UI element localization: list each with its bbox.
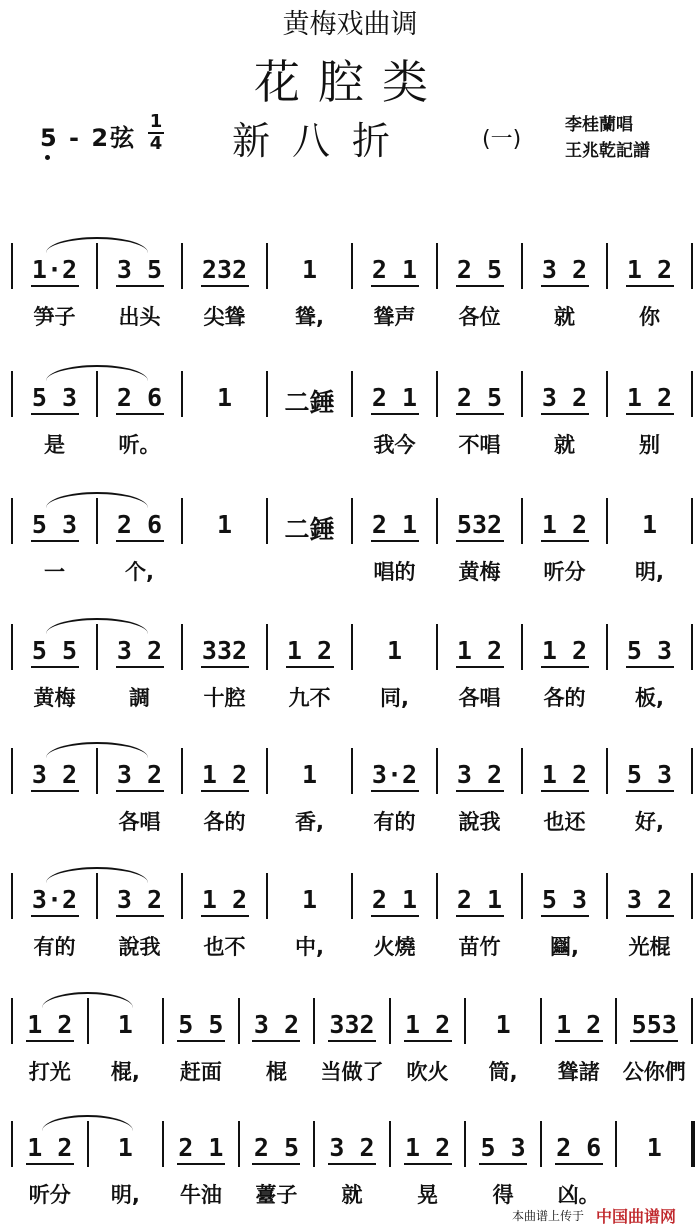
slur bbox=[46, 492, 148, 508]
note-group: 1 2 bbox=[27, 1010, 73, 1039]
note-underline bbox=[252, 1163, 300, 1165]
note-group: 2 5 bbox=[456, 383, 503, 412]
lyric: 明, bbox=[110, 1183, 140, 1207]
note-group: 3 2 bbox=[253, 1010, 300, 1039]
note-group: 2 1 bbox=[178, 1133, 224, 1162]
note-underline bbox=[541, 790, 589, 792]
lyric: 也还 bbox=[543, 810, 586, 834]
note-group: 232 bbox=[201, 255, 248, 284]
bar-line bbox=[436, 243, 438, 289]
bar-line bbox=[691, 748, 693, 794]
note-underline bbox=[456, 790, 504, 792]
note-group: 5 3 bbox=[480, 1133, 526, 1162]
slur bbox=[46, 867, 148, 883]
lyric: 晃 bbox=[417, 1183, 439, 1207]
lyric: 就 bbox=[554, 305, 575, 329]
lyric: 黄梅 bbox=[33, 686, 76, 710]
lyric: 公你們 bbox=[622, 1060, 686, 1084]
note-group: 2 6 bbox=[116, 510, 163, 539]
bar-line bbox=[181, 748, 183, 794]
bar-line bbox=[521, 371, 523, 417]
note-group: 1 bbox=[216, 510, 233, 539]
note-underline bbox=[630, 1040, 678, 1042]
header-top-title: 黄梅戏曲调 bbox=[282, 9, 418, 40]
note-underline bbox=[371, 413, 419, 415]
bar-line bbox=[351, 371, 353, 417]
note-underline bbox=[456, 666, 504, 668]
lyric: 不唱 bbox=[458, 433, 501, 457]
lyric: 棍, bbox=[110, 1060, 140, 1084]
lyric: 火燒 bbox=[373, 935, 416, 959]
note-group: 二錘 bbox=[284, 388, 335, 417]
bar-line bbox=[691, 498, 693, 544]
note-underline bbox=[328, 1040, 376, 1042]
note-group: 1 2 bbox=[456, 636, 503, 665]
bar-line bbox=[266, 498, 268, 544]
bar-line bbox=[436, 873, 438, 919]
note-group: 2 5 bbox=[456, 255, 503, 284]
note-underline bbox=[201, 666, 249, 668]
note-underline bbox=[116, 790, 164, 792]
bar-line bbox=[181, 624, 183, 670]
note-group: 3 2 bbox=[541, 383, 588, 412]
lyric: 牛油 bbox=[179, 1183, 222, 1207]
time-numerator: 1 bbox=[149, 111, 163, 132]
note-group: 1 bbox=[216, 383, 233, 412]
bar-line bbox=[436, 624, 438, 670]
lyric: 同, bbox=[380, 686, 409, 710]
lyric: 尖聳 bbox=[203, 305, 246, 329]
note-group: 1 2 bbox=[626, 255, 673, 284]
note-group: 1 bbox=[301, 885, 318, 914]
bar-line bbox=[606, 748, 608, 794]
note-underline bbox=[626, 666, 674, 668]
lyric: 板, bbox=[635, 686, 664, 710]
lyric: 黄梅 bbox=[458, 560, 501, 584]
bar-line bbox=[266, 624, 268, 670]
note-group: 2 5 bbox=[253, 1133, 300, 1162]
bar-line bbox=[11, 873, 13, 919]
bar-line bbox=[266, 243, 268, 289]
lyric: 十腔 bbox=[203, 686, 246, 710]
note-underline bbox=[404, 1040, 452, 1042]
note-underline bbox=[31, 413, 79, 415]
note-underline bbox=[456, 285, 504, 287]
key-signature: 5 - 2弦 bbox=[40, 124, 137, 152]
note-underline bbox=[328, 1163, 376, 1165]
credit-singer: 李桂蘭唱 bbox=[565, 115, 633, 135]
note-underline bbox=[555, 1040, 603, 1042]
lyric: 吹火 bbox=[406, 1060, 449, 1084]
lyric: 說我 bbox=[118, 935, 161, 959]
bar-line bbox=[313, 998, 315, 1044]
note-group: 2 6 bbox=[116, 383, 163, 412]
lyric: 是 bbox=[44, 433, 65, 457]
bar-line bbox=[521, 748, 523, 794]
bar-line bbox=[606, 624, 608, 670]
lyric: 就 bbox=[554, 433, 575, 457]
note-group: 5 3 bbox=[626, 636, 673, 665]
lyric: 香, bbox=[295, 810, 324, 834]
note-group: 5 3 bbox=[626, 760, 673, 789]
lyric: 中, bbox=[295, 935, 324, 959]
note-group: 1 bbox=[301, 255, 318, 284]
note-group: 532 bbox=[456, 510, 503, 539]
lyric: 一 bbox=[44, 560, 65, 584]
lyric: 得 bbox=[492, 1183, 514, 1207]
note-group: 3·2 bbox=[31, 885, 78, 914]
note-underline bbox=[177, 1163, 225, 1165]
lyric: 我今 bbox=[373, 433, 416, 457]
note-underline bbox=[26, 1163, 74, 1165]
note-underline bbox=[456, 915, 504, 917]
bar-line bbox=[606, 243, 608, 289]
note-group: 3 2 bbox=[456, 760, 503, 789]
lyric: 明, bbox=[635, 560, 664, 584]
lyric: 有的 bbox=[373, 810, 416, 834]
bar-line bbox=[238, 998, 240, 1044]
lyric: 凶。 bbox=[557, 1183, 600, 1207]
lyric: 赶面 bbox=[179, 1060, 222, 1084]
note-group: 1 2 bbox=[404, 1133, 451, 1162]
bar-line bbox=[162, 998, 164, 1044]
note-underline bbox=[404, 1163, 452, 1165]
bar-line bbox=[464, 1121, 466, 1167]
note-group: 1 2 bbox=[556, 1010, 602, 1039]
lyric: 各唱 bbox=[118, 810, 161, 834]
bar-line bbox=[436, 498, 438, 544]
note-underline bbox=[456, 540, 504, 542]
slur bbox=[42, 992, 133, 1008]
lyric: 各位 bbox=[458, 305, 501, 329]
note-group: 1 2 bbox=[541, 510, 588, 539]
lyric: 听分 bbox=[543, 560, 586, 584]
bar-line bbox=[389, 998, 391, 1044]
lyric: 圝, bbox=[550, 935, 579, 959]
note-underline bbox=[286, 666, 334, 668]
lyric: 棍 bbox=[265, 1060, 287, 1084]
lyric: 好, bbox=[635, 810, 664, 834]
note-group: 1 bbox=[495, 1010, 511, 1039]
note-group: 1 2 bbox=[404, 1010, 451, 1039]
bar-line bbox=[351, 243, 353, 289]
note-group: 2 1 bbox=[456, 885, 503, 914]
bar-line bbox=[464, 998, 466, 1044]
note-group: 1·2 bbox=[31, 255, 78, 284]
bar-line bbox=[691, 873, 693, 919]
note-group: 332 bbox=[329, 1010, 375, 1039]
bar-line bbox=[606, 498, 608, 544]
note-group: 5 3 bbox=[31, 510, 78, 539]
lyric: 个, bbox=[125, 560, 154, 584]
credit-recorder: 王兆乾記譜 bbox=[565, 141, 650, 161]
note-underline bbox=[26, 1040, 74, 1042]
lyric: 听。 bbox=[118, 433, 161, 457]
lyric: 有的 bbox=[33, 935, 76, 959]
bar-line bbox=[691, 998, 693, 1044]
note-underline bbox=[456, 413, 504, 415]
note-group: 3 2 bbox=[31, 760, 78, 789]
note-group: 1 2 bbox=[541, 636, 588, 665]
bar-line bbox=[436, 371, 438, 417]
bar-line bbox=[606, 371, 608, 417]
lyric: 就 bbox=[341, 1183, 363, 1207]
bar-line bbox=[266, 873, 268, 919]
lyric: 别 bbox=[639, 433, 660, 457]
note-underline bbox=[555, 1163, 603, 1165]
note-underline bbox=[541, 666, 589, 668]
slur bbox=[46, 237, 148, 253]
note-group: 3 2 bbox=[116, 885, 163, 914]
note-group: 3 2 bbox=[329, 1133, 375, 1162]
lyric: 笋子 bbox=[33, 305, 76, 329]
note-underline bbox=[116, 915, 164, 917]
note-group: 5 5 bbox=[31, 636, 78, 665]
note-group: 2 1 bbox=[371, 885, 418, 914]
note-group: 1 2 bbox=[201, 760, 248, 789]
note-group: 1 bbox=[641, 510, 658, 539]
bar-line bbox=[181, 498, 183, 544]
lyric: 听分 bbox=[28, 1183, 71, 1207]
lyric: 也不 bbox=[203, 935, 246, 959]
note-group: 3·2 bbox=[371, 760, 418, 789]
note-underline bbox=[116, 285, 164, 287]
note-group: 1 bbox=[386, 636, 403, 665]
note-underline bbox=[626, 790, 674, 792]
bar-line bbox=[521, 498, 523, 544]
bar-line bbox=[606, 873, 608, 919]
note-underline bbox=[252, 1040, 300, 1042]
lyric: 說我 bbox=[458, 810, 501, 834]
note-underline bbox=[201, 790, 249, 792]
bar-line bbox=[11, 998, 13, 1044]
bar-line bbox=[181, 873, 183, 919]
bar-line bbox=[351, 498, 353, 544]
note-group: 1 bbox=[117, 1133, 133, 1162]
note-underline bbox=[31, 540, 79, 542]
bar-line bbox=[11, 748, 13, 794]
bar-line bbox=[521, 873, 523, 919]
bar-line bbox=[162, 1121, 164, 1167]
note-group: 1 bbox=[117, 1010, 133, 1039]
note-underline bbox=[541, 540, 589, 542]
lyric: 苗竹 bbox=[458, 935, 501, 959]
lyric: 光棍 bbox=[628, 935, 671, 959]
lyric: 唱的 bbox=[373, 560, 416, 584]
time-signature bbox=[148, 112, 164, 154]
bar-line bbox=[540, 998, 542, 1044]
note-group: 3 5 bbox=[116, 255, 163, 284]
slur bbox=[46, 365, 148, 381]
slur bbox=[46, 742, 148, 758]
bar-line bbox=[11, 624, 13, 670]
note-underline bbox=[371, 540, 419, 542]
note-underline bbox=[116, 540, 164, 542]
note-group: 332 bbox=[201, 636, 248, 665]
watermark-text: 本曲谱上传于 bbox=[512, 1209, 585, 1223]
bar-line bbox=[521, 624, 523, 670]
note-group: 1 2 bbox=[541, 760, 588, 789]
note-underline bbox=[116, 413, 164, 415]
bar-line bbox=[389, 1121, 391, 1167]
note-underline bbox=[541, 285, 589, 287]
bar-line bbox=[313, 1121, 315, 1167]
bar-line bbox=[436, 748, 438, 794]
note-group: 3 2 bbox=[626, 885, 673, 914]
watermark-logo: 中国曲谱网 bbox=[596, 1207, 677, 1226]
bar-line bbox=[11, 1121, 13, 1167]
note-group: 2 6 bbox=[556, 1133, 602, 1162]
note-underline bbox=[479, 1163, 527, 1165]
slur bbox=[46, 618, 148, 634]
note-underline bbox=[31, 285, 79, 287]
lyric: 出头 bbox=[118, 305, 161, 329]
note-group: 5 3 bbox=[541, 885, 588, 914]
note-group: 1 2 bbox=[286, 636, 333, 665]
bar-line bbox=[238, 1121, 240, 1167]
bar-line bbox=[615, 998, 617, 1044]
note-group: 1 2 bbox=[626, 383, 673, 412]
bar-line bbox=[691, 624, 693, 670]
note-underline bbox=[371, 915, 419, 917]
bar-line bbox=[540, 1121, 542, 1167]
bar-line bbox=[11, 498, 13, 544]
bar-line bbox=[691, 243, 693, 289]
note-group: 5 3 bbox=[31, 383, 78, 412]
bar-line bbox=[181, 243, 183, 289]
note-group: 553 bbox=[631, 1010, 677, 1039]
note-group: 2 1 bbox=[371, 255, 418, 284]
time-denominator: 4 bbox=[149, 133, 163, 154]
note-underline bbox=[31, 790, 79, 792]
bar-line bbox=[266, 371, 268, 417]
lyric: 九不 bbox=[288, 686, 331, 710]
note-group: 1 2 bbox=[201, 885, 248, 914]
note-underline bbox=[31, 666, 79, 668]
note-group: 3 2 bbox=[116, 636, 163, 665]
bar-line bbox=[351, 873, 353, 919]
sub-title: 新八折 bbox=[232, 119, 413, 163]
bar-line bbox=[11, 371, 13, 417]
bar-line bbox=[521, 243, 523, 289]
bar-line bbox=[181, 371, 183, 417]
lyric: 各的 bbox=[543, 686, 586, 710]
key-low-dot bbox=[45, 155, 50, 160]
note-underline bbox=[116, 666, 164, 668]
bar-line bbox=[351, 624, 353, 670]
note-underline bbox=[541, 915, 589, 917]
note-group: 2 1 bbox=[371, 383, 418, 412]
note-group: 二錘 bbox=[284, 515, 335, 544]
sub-title-number: (一) bbox=[482, 127, 522, 152]
lyric: 筒, bbox=[488, 1060, 518, 1084]
main-title: 花腔类 bbox=[254, 55, 446, 109]
note-underline bbox=[177, 1040, 225, 1042]
bar-line bbox=[266, 748, 268, 794]
note-underline bbox=[626, 413, 674, 415]
note-underline bbox=[541, 413, 589, 415]
note-group: 1 bbox=[646, 1133, 662, 1162]
note-group: 2 1 bbox=[371, 510, 418, 539]
note-group: 5 5 bbox=[178, 1010, 224, 1039]
note-group: 3 2 bbox=[541, 255, 588, 284]
bar-line bbox=[615, 1121, 617, 1167]
bar-line bbox=[11, 243, 13, 289]
lyric: 打光 bbox=[28, 1060, 71, 1084]
lyric: 聳諸 bbox=[557, 1060, 600, 1084]
bar-line bbox=[691, 371, 693, 417]
slur bbox=[42, 1115, 133, 1131]
note-group: 1 2 bbox=[27, 1133, 73, 1162]
lyric: 聳声 bbox=[373, 305, 416, 329]
lyric: 各的 bbox=[203, 810, 246, 834]
note-underline bbox=[31, 915, 79, 917]
note-underline bbox=[201, 915, 249, 917]
note-underline bbox=[201, 285, 249, 287]
lyric: 薹子 bbox=[255, 1183, 298, 1207]
lyric: 各唱 bbox=[458, 686, 501, 710]
lyric: 聳, bbox=[295, 305, 324, 329]
lyric: 当做了 bbox=[320, 1060, 384, 1084]
note-underline bbox=[626, 285, 674, 287]
note-underline bbox=[371, 285, 419, 287]
note-group: 1 bbox=[301, 760, 318, 789]
note-underline bbox=[371, 790, 419, 792]
note-group: 3 2 bbox=[116, 760, 163, 789]
lyric: 調 bbox=[129, 686, 150, 710]
note-underline bbox=[626, 915, 674, 917]
bar-line bbox=[691, 1121, 695, 1167]
bar-line bbox=[351, 748, 353, 794]
lyric: 你 bbox=[639, 305, 660, 329]
